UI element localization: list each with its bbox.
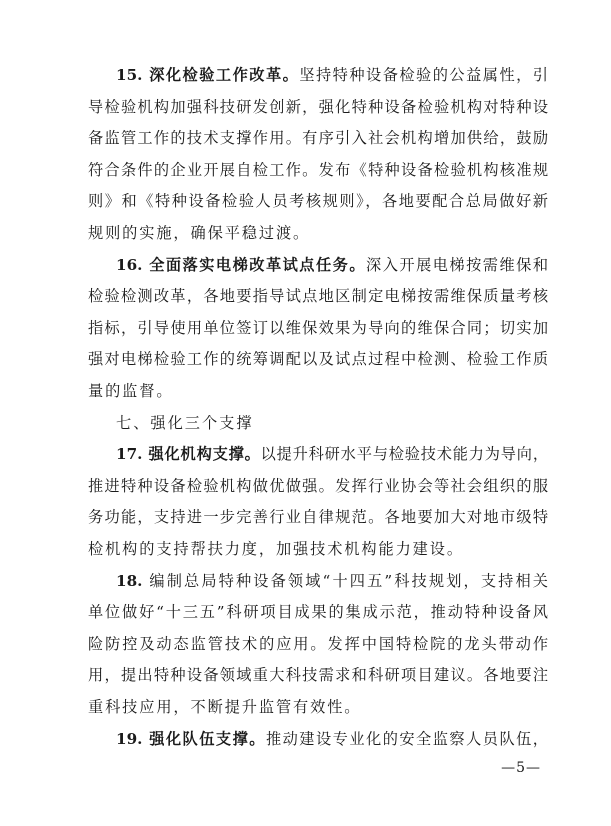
body-text: 用，提出特种设备领域重大科技需求和科研项目建议。各地要注 [88,666,548,685]
text-line [88,154,548,186]
text-line [88,659,548,691]
text-line [88,438,548,470]
text-line [88,280,548,312]
body-text: 推进特种设备检验机构做优做强。发挥行业协会等社会组织的服 [88,476,548,495]
text-line [88,249,548,281]
body-text: 导检验机构加强科技研发创新，强化特种设备检验机构对特种设 [88,97,548,116]
text-line [88,91,548,123]
body-text: 量的监督。 [88,382,174,400]
body-text: 检验检测改革，各地要指导试点地区制定电梯按需维保质量考核 [88,287,548,306]
body-text: 深入开展电梯按需维保和 [366,255,548,274]
body-text: 编制总局特种设备领域“十四五”科技规划，支持相关 [142,571,548,590]
text-line [88,501,548,533]
text-line [88,59,548,91]
body-text: 推动建设专业化的安全监察人员队伍， [265,729,548,748]
text-line [88,596,548,628]
text-line [88,691,548,723]
body-text: 规则的实施，确保平稳过渡。 [88,224,311,242]
bold-heading-text: 19. 强化队伍支撑。 [116,729,266,748]
text-line [88,470,548,502]
text-line [88,375,548,407]
body-text: 检机构的支持帮扶力度，加强技术机构能力建设。 [88,540,464,558]
bold-heading-text: 17. 强化机构支撑。 [116,445,261,464]
body-text: 符合条件的企业开展自检工作。发布《特种设备检验机构核准规 [88,160,548,179]
section-heading [88,407,548,439]
body-text: 务功能，支持进一步完善行业自律规范。各地要加大对地市级特 [88,508,548,527]
body-text: 重科技应用，不断提升监管有效性。 [88,698,362,716]
body-text: 七、强化三个支撑 [116,413,254,432]
body-text: 备监管工作的技术支撑作用。有序引入社会机构增加供给，鼓励 [88,129,548,148]
page-number: —5— [501,760,541,776]
body-text: 强对电梯检验工作的统筹调配以及试点过程中检测、检验工作质 [88,350,548,369]
text-line [88,312,548,344]
bold-heading-text: 16. 全面落实电梯改革试点任务。 [116,255,367,274]
text-line [88,122,548,154]
text-line [88,533,548,565]
body-text: 单位做好“十三五”科研项目成果的集成示范，推动特种设备风 [88,603,548,622]
text-line [88,217,548,249]
body-text: 指标，引导使用单位签订以维保效果为导向的维保合同；切实加 [88,318,548,337]
text-line [88,565,548,597]
body-text: 以提升科研水平与检验技术能力为导向， [260,445,548,464]
text-line [88,185,548,217]
text-line [88,723,548,755]
text-line [88,628,548,660]
bold-heading-text: 15. 深化检验工作改革。 [116,66,300,84]
text-line [88,343,548,375]
bold-heading-text: 18. [116,571,143,590]
body-text: 坚持特种设备检验的公益属性，引 [299,66,548,84]
body-text: 险防控及动态监管技术的应用。发挥中国特检院的龙头带动作 [88,634,548,653]
body-text: 则》和《特种设备检验人员考核规则》，各地要配合总局做好新 [88,192,548,211]
